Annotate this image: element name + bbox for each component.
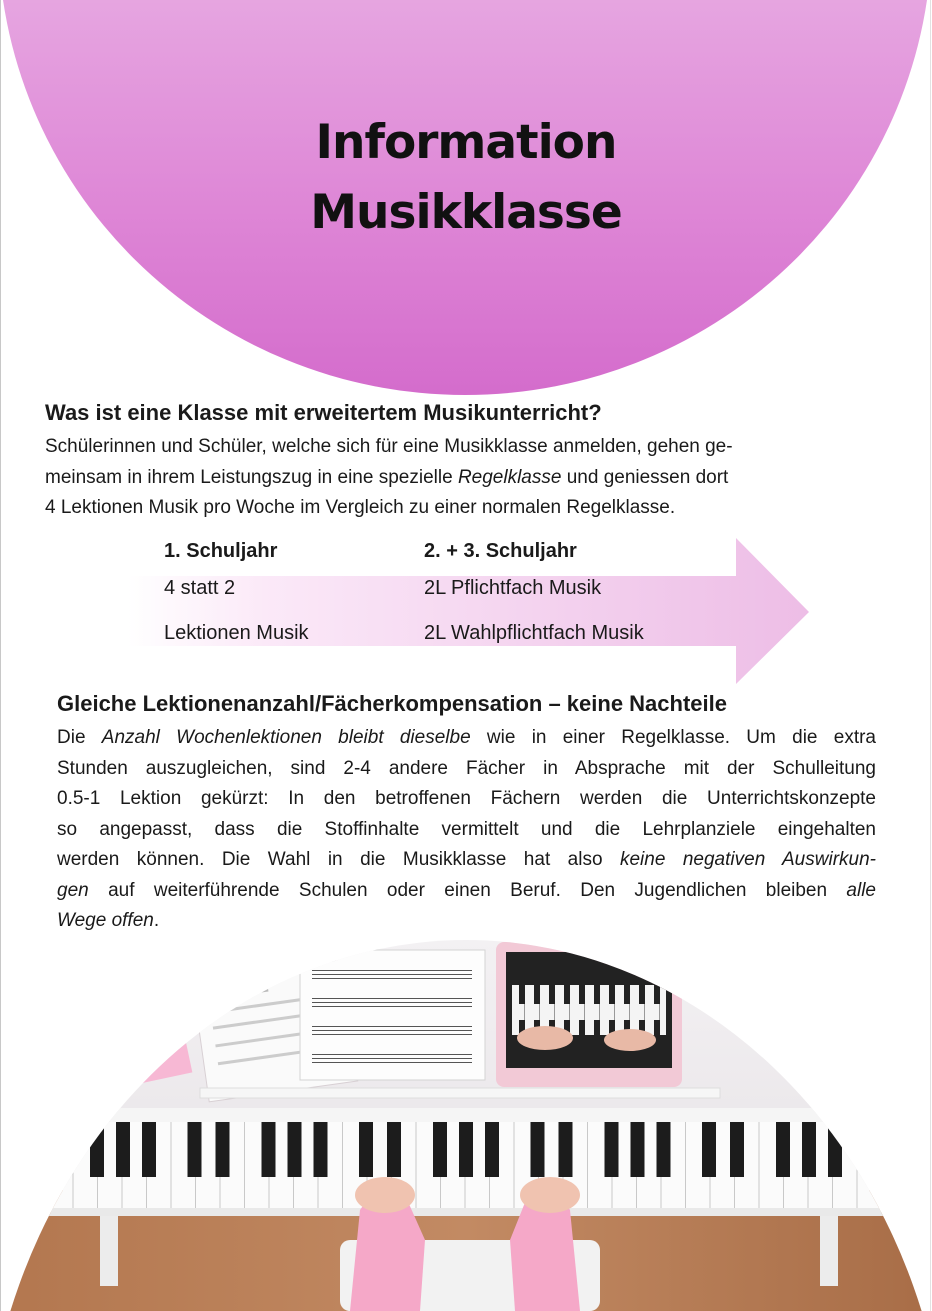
col1-row2: Lektionen Musik (164, 622, 309, 644)
section1-line-1: Schülerinnen und Schüler, welche sich für eine Musikklasse anmelden, gehen ge- (45, 436, 733, 457)
lesson-table (128, 536, 812, 686)
emphasis-keine-negativen: keine negativen Auswirkun- (619, 849, 876, 870)
col1-row1: 4 statt 2 (164, 577, 236, 599)
section2-line-4: so angepasst, dass die Stoffinhalte vermittelt und die Lehrplanziele eingehalten (57, 818, 876, 840)
col2-row1: 2L Pflichtfach Musik (424, 577, 602, 599)
section2-line-2: Stunden auszugleichen, sind 2-4 andere Fächer in Absprache mit der Schulleitung (57, 757, 876, 779)
section2-heading: Gleiche Lektionenanzahl/Fächerkompensation – keine Nachteile (57, 691, 727, 716)
section2-line-6: gen auf weiterführende Schulen oder einen Beruf. Den Jugendlichen bleiben alle (57, 879, 876, 901)
piano-photo-icon (0, 940, 932, 1311)
col2-row2: 2L Wahlpflichtfach Musik (424, 622, 644, 644)
section2-line-7: Wege offen. (57, 910, 160, 931)
title-line-2: Musikklasse (310, 185, 622, 240)
section2-line-1: Die Anzahl Wochenlektionen bleibt dieselbe wie in einer Regelklasse. Um die extra (57, 727, 876, 748)
section2-paragraph (57, 723, 876, 937)
title-line-1: Information (315, 115, 617, 170)
piano-photo (0, 940, 932, 1311)
emphasis-wochenlektionen: Anzahl Wochenlektionen bleibt dieselbe (101, 727, 471, 748)
emphasis-regelklasse: Regelklasse (457, 466, 562, 488)
section1-line-2: meinsam in ihrem Leistungszug in eine spezielle Regelklasse und geniessen dort (45, 466, 729, 488)
col2-header: 2. + 3. Schuljahr (424, 540, 577, 562)
section2-line-5: werden können. Die Wahl in die Musikklasse hat also keine negativen Auswirkun- (57, 849, 876, 870)
emphasis-alle: alle (846, 879, 876, 901)
section2-line-3: 0.5-1 Lektion gekürzt: In den betroffenen Fächern werden die Unterrichtskonzepte (57, 788, 876, 809)
page-title (0, 108, 932, 248)
section1-heading: Was ist eine Klasse mit erweitertem Musikunterricht? (45, 400, 602, 425)
col1-header: 1. Schuljahr (164, 540, 278, 562)
section1-paragraph (45, 432, 865, 524)
section1-line-3: 4 Lektionen Musik pro Woche im Vergleich zu einer normalen Regelklasse. (45, 497, 676, 518)
emphasis-wege-offen: Wege offen (57, 910, 154, 931)
